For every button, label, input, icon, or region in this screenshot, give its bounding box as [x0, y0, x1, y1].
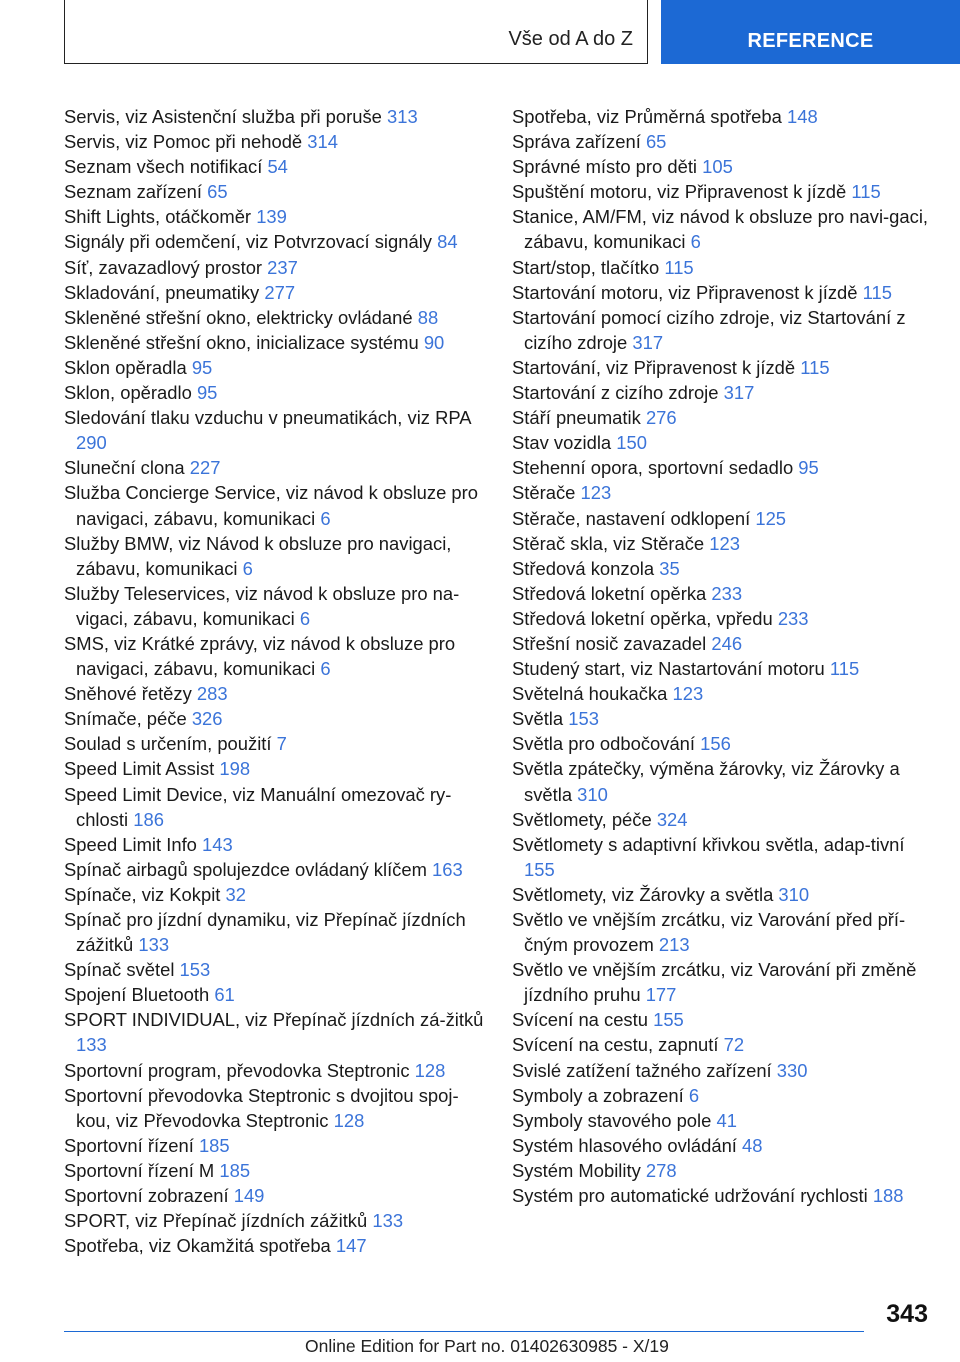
index-entry-text: Skladování, pneumatiky [64, 281, 260, 303]
page-reference-link[interactable]: 277 [264, 281, 296, 303]
index-entry [64, 1058, 484, 1083]
index-entry [64, 280, 484, 305]
index-entry [512, 1032, 932, 1057]
index-entry [64, 1208, 484, 1233]
index-entry-text: Soulad s určením, použití [64, 733, 272, 755]
index-entry [64, 957, 484, 982]
page-reference-link[interactable]: 227 [189, 457, 221, 479]
page-reference-link[interactable]: 155 [524, 858, 555, 880]
index-entry [64, 154, 484, 179]
index-entry [512, 430, 932, 455]
page-reference-link[interactable]: 115 [829, 658, 860, 680]
index-entry [64, 1083, 484, 1133]
header-box [64, 0, 648, 64]
index-entry [512, 1007, 932, 1032]
index-entry-text: Startování pomocí cizího zdroje, viz Startování z cizího zdroje [512, 306, 906, 353]
page-reference-link[interactable]: 65 [207, 181, 228, 203]
index-entry-text: Symboly stavového pole [512, 1109, 712, 1131]
index-entry-text: Systém pro automatické udržování rychlosti [512, 1185, 868, 1207]
index-entry-text: SPORT INDIVIDUAL, viz Přepínač jízdních zá‐žitků [64, 1009, 484, 1031]
index-entry-text: Startování z cizího zdroje [512, 382, 719, 404]
page-reference-link[interactable]: 324 [656, 808, 688, 830]
page-reference-link[interactable]: 6 [299, 607, 311, 629]
page-reference-link[interactable]: 7 [276, 733, 287, 755]
index-entry-text: SMS, viz Krátké zprávy, viz návod k obsluze pro navigaci, zábavu, komunikaci [64, 632, 456, 680]
page-reference-link[interactable]: 310 [577, 783, 608, 805]
page-reference-link[interactable]: 139 [256, 206, 287, 228]
index-entry-text: Spínače, viz Kokpit [64, 883, 221, 905]
index-entry [512, 405, 932, 430]
page-reference-link[interactable]: 90 [423, 331, 445, 353]
index-entry [64, 1158, 484, 1183]
index-entry [64, 204, 484, 229]
index-entry-text: Spuštění motoru, viz Připravenost k jízdě [512, 181, 847, 203]
page-reference-link[interactable]: 35 [659, 557, 680, 579]
index-entry [64, 355, 484, 380]
index-entry-text: Speed Limit Info [64, 833, 197, 855]
index-entry [512, 706, 932, 731]
index-entry [512, 255, 932, 280]
index-entry-text: Sněhové řetězy [64, 683, 192, 705]
index-entry-text: Servis, viz Pomoc při nehodě [64, 131, 303, 153]
index-entry-text: Stehenní opora, sportovní sedadlo [512, 457, 794, 479]
reference-tab-label: REFERENCE [747, 30, 874, 52]
page-reference-link[interactable]: 6 [242, 557, 253, 579]
page-reference-link[interactable]: 88 [417, 306, 439, 328]
page-reference-link[interactable]: 133 [76, 1034, 107, 1056]
page-reference-link[interactable]: 65 [645, 131, 667, 153]
index-entry [512, 656, 932, 681]
index-entry-text: Sportovní zobrazení [64, 1185, 229, 1207]
index-entry [64, 129, 484, 154]
page-reference-link[interactable]: 246 [711, 632, 743, 654]
index-entry [64, 330, 484, 355]
page-reference-link[interactable]: 123 [580, 482, 612, 504]
page-reference-link[interactable]: 6 [320, 658, 331, 680]
page-reference-link[interactable]: 148 [787, 106, 818, 127]
index-entry [64, 1133, 484, 1158]
page-reference-link[interactable]: 233 [711, 582, 743, 604]
index-entry-text: Středová loketní opěrka [512, 582, 707, 604]
index-entry-text: Spotřeba, viz Okamžitá spotřeba [64, 1235, 331, 1257]
index-entry [64, 681, 484, 706]
index-entry [64, 1007, 484, 1057]
index-entry-text: Sklon opěradla [64, 356, 187, 378]
index-entry [512, 104, 932, 129]
index-entry-text: Služba Concierge Service, viz návod k obsluze pro navigaci, zábavu, komunikaci [64, 482, 479, 529]
index-entry [512, 1158, 932, 1183]
index-entry [64, 631, 484, 681]
page-reference-link[interactable]: 177 [645, 984, 677, 1006]
index-entry [512, 807, 932, 832]
page-reference-link[interactable]: 310 [778, 883, 810, 905]
index-entry-text: Skleněné střešní okno, elektricky ovládané [64, 306, 413, 328]
index-entry-text: Spotřeba, viz Průměrná spotřeba [512, 106, 782, 127]
page-reference-link[interactable]: 213 [658, 934, 690, 956]
index-entry-text: Střešní nosič zavazadel [512, 632, 707, 654]
index-entry-text: Sportovní převodovka Steptronic s dvojitou spoj‐kou, viz Převodovka Steptronic [64, 1084, 459, 1131]
index-entry-text: Správné místo pro děti [512, 156, 698, 178]
index-entry-text: Světlomety s adaptivní křivkou světla, adap‐tivní [512, 833, 905, 855]
page-reference-link[interactable]: 278 [645, 1159, 677, 1181]
index-entry-text: Světlo ve vnějším zrcátku, viz Varování při změně jízdního pruhu [512, 959, 917, 1006]
page-reference-link[interactable]: 95 [196, 382, 218, 404]
index-entry-text: Středová konzola [512, 557, 655, 579]
index-entry-text: Sportovní řízení M [64, 1159, 215, 1181]
index-entry-text: Středová loketní opěrka, vpředu [512, 607, 773, 629]
index-entry [512, 832, 932, 882]
index-entry [512, 154, 932, 179]
index-entry [512, 1083, 932, 1108]
index-entry [64, 581, 484, 631]
page-reference-link[interactable]: 115 [862, 281, 892, 303]
index-entry [64, 455, 484, 480]
index-entry [64, 104, 484, 129]
index-entry [512, 731, 932, 756]
index-entry-text: Spojení Bluetooth [64, 984, 210, 1006]
page-reference-link[interactable]: 153 [179, 959, 211, 981]
index-entry [512, 882, 932, 907]
page-reference-link[interactable]: 149 [233, 1185, 265, 1207]
index-entry [64, 380, 484, 405]
index-entry [512, 1183, 932, 1208]
index-entry-text: Stanice, AM/FM, viz návod k obsluze pro navi‐gaci, zábavu, komunikaci [512, 206, 929, 253]
page-reference-link[interactable]: 185 [219, 1159, 251, 1181]
index-entry-text: SPORT, viz Přepínač jízdních zážitků [64, 1210, 368, 1232]
index-entry-text: Svislé zatížení tažného zařízení [512, 1059, 772, 1081]
index-entry [64, 706, 484, 731]
page-reference-link[interactable]: 317 [723, 382, 755, 404]
page-reference-link[interactable]: 186 [133, 808, 164, 830]
index-entry-text: Snímače, péče [64, 708, 187, 730]
page-reference-link[interactable]: 233 [777, 607, 809, 629]
index-entry-text: Speed Limit Device, viz Manuální omezovač ry‐chlosti [64, 783, 452, 830]
index-entry [512, 380, 932, 405]
index-entry [64, 731, 484, 756]
index-entry [512, 305, 932, 355]
index-entry [64, 782, 484, 832]
page-reference-link[interactable]: 163 [432, 858, 463, 880]
index-entry-text: Stěrač skla, viz Stěrače [512, 532, 705, 554]
index-entry-text: Spínač světel [64, 959, 175, 981]
page-reference-link[interactable]: 143 [202, 833, 233, 855]
index-entry-text: Světelná houkačka [512, 683, 668, 705]
page-number: 343 [886, 1300, 928, 1328]
page-reference-link[interactable]: 84 [437, 231, 458, 253]
page-reference-link[interactable]: 185 [198, 1134, 230, 1156]
page-reference-link[interactable]: 48 [742, 1134, 763, 1156]
index-entry-text: Služby BMW, viz Návod k obsluze pro navigaci, zábavu, komunikaci [64, 532, 452, 579]
page-reference-link[interactable]: 123 [672, 683, 704, 705]
index-entry-text: Svícení na cestu [512, 1009, 648, 1031]
page-reference-link[interactable]: 133 [138, 934, 170, 956]
index-entry-text: Spínač pro jízdní dynamiku, viz Přepínač jízdních zážitků [64, 909, 466, 956]
page-reference-link[interactable]: 54 [267, 156, 288, 178]
page-reference-link[interactable]: 326 [191, 708, 223, 730]
index-entry-text: Systém Mobility [512, 1159, 641, 1181]
page-reference-link[interactable]: 6 [320, 507, 331, 529]
page-reference-link[interactable]: 153 [568, 708, 599, 730]
footer-rule [64, 1331, 864, 1332]
index-entry-text: Služby Teleservices, viz návod k obsluze pro na‐vigaci, zábavu, komunikaci [64, 582, 460, 629]
index-entry-text: Startování, viz Připravenost k jízdě [512, 356, 796, 378]
index-entry-text: Servis, viz Asistenční služba při poruše [64, 106, 382, 127]
page-reference-link[interactable]: 330 [776, 1059, 808, 1081]
page-reference-link[interactable]: 317 [632, 331, 664, 353]
index-entry [512, 129, 932, 154]
index-entry [64, 882, 484, 907]
page-reference-link[interactable]: 95 [798, 457, 819, 479]
page-reference-link[interactable]: 156 [700, 733, 731, 755]
page-reference-link[interactable]: 150 [616, 432, 647, 454]
index-entry-text: Systém hlasového ovládání [512, 1134, 737, 1156]
index-entry [64, 229, 484, 254]
index-entry-text: Síť, zavazadlový prostor [64, 256, 263, 278]
index-entry [64, 305, 484, 330]
index-entry-text: Seznam všech notifikací [64, 156, 263, 178]
index-entry [64, 179, 484, 204]
page-reference-link[interactable]: 61 [214, 984, 235, 1006]
index-entry [512, 1108, 932, 1133]
page-reference-link[interactable]: 290 [76, 432, 107, 454]
index-entry-text: Skleněné střešní okno, inicializace systému [64, 331, 419, 353]
index-entry-text: Stav vozidla [512, 432, 612, 454]
page-reference-link[interactable]: 6 [688, 1084, 700, 1106]
index-entry-text: Seznam zařízení [64, 181, 202, 203]
index-entry-text: Sportovní řízení [64, 1134, 194, 1156]
page-reference-link[interactable]: 95 [191, 356, 213, 378]
page-reference-link[interactable]: 128 [333, 1109, 365, 1131]
page-reference-link[interactable]: 313 [387, 106, 418, 127]
index-entry [512, 1058, 932, 1083]
index-entry [512, 179, 932, 204]
index-entry-text: Světla [512, 708, 564, 730]
page-reference-link[interactable]: 314 [307, 131, 338, 153]
page-reference-link[interactable]: 188 [872, 1185, 904, 1207]
page-reference-link[interactable]: 237 [267, 256, 298, 278]
page-reference-link[interactable]: 125 [755, 507, 787, 529]
index-entry-text: Sledování tlaku vzduchu v pneumatikách, viz RPA [64, 407, 471, 429]
index-entry [512, 581, 932, 606]
index-entry-text: Stěrače, nastavení odklopení [512, 507, 751, 529]
index-entry-text: Světla zpátečky, výměna žárovky, viz Žárovky a světla [512, 758, 900, 805]
reference-tab[interactable] [661, 0, 960, 64]
index-entry [512, 756, 932, 806]
index-entry [512, 455, 932, 480]
page-reference-link[interactable]: 115 [800, 356, 830, 378]
index-entry [64, 982, 484, 1007]
index-entry-text: Sklon, opěradlo [64, 382, 192, 404]
index-entry [64, 1233, 484, 1258]
index-entry [512, 681, 932, 706]
footer-text: Online Edition for Part no. 01402630985 - X/19 [305, 1336, 669, 1356]
index-entry [64, 907, 484, 957]
index-entry [512, 280, 932, 305]
index-entry [64, 756, 484, 781]
page-reference-link[interactable]: 72 [723, 1034, 745, 1056]
index-entry [64, 255, 484, 280]
page-reference-link[interactable]: 133 [372, 1210, 404, 1232]
index-entry-text: Stěrače [512, 482, 576, 504]
index-entry [512, 606, 932, 631]
index-entry [512, 531, 932, 556]
page-reference-link[interactable]: 123 [709, 532, 740, 554]
section-title: Vše od A do Z [508, 28, 633, 50]
page-reference-link[interactable]: 155 [653, 1009, 684, 1031]
index-entry-text: Spínač airbagů spolujezdce ovládaný klíčem [64, 858, 427, 880]
page-reference-link[interactable]: 105 [702, 156, 733, 178]
index-entry-text: Sportovní program, převodovka Steptronic [64, 1059, 410, 1081]
index-entry [512, 355, 932, 380]
index-entry [64, 857, 484, 882]
index-entry-text: Signály při odemčení, viz Potvrzovací signály [64, 231, 432, 253]
index-entry [512, 1133, 932, 1158]
index-column-left [64, 104, 484, 1258]
page-reference-link[interactable]: 6 [690, 231, 701, 253]
index-entry [512, 556, 932, 581]
index-entry-text: Stáří pneumatik [512, 407, 641, 429]
index-entry [512, 907, 932, 957]
index-entry-text: Shift Lights, otáčkoměr [64, 206, 252, 228]
page-reference-link[interactable]: 198 [219, 758, 251, 780]
index-entry-text: Sluneční clona [64, 457, 185, 479]
index-entry-text: Speed Limit Assist [64, 758, 215, 780]
index-entry-text: Startování motoru, viz Připravenost k jízdě [512, 281, 858, 303]
index-entry [64, 405, 484, 455]
index-entry-text: Světlo ve vnějším zrcátku, viz Varování před pří‐čným provozem [512, 909, 906, 956]
index-entry [512, 957, 932, 1007]
index-entry [512, 631, 932, 656]
index-entry-text: Studený start, viz Nastartování motoru [512, 658, 825, 680]
index-entry [512, 506, 932, 531]
index-entry-text: Světla pro odbočování [512, 733, 696, 755]
index-entry [64, 531, 484, 581]
index-entry [64, 832, 484, 857]
index-entry [64, 480, 484, 530]
page-reference-link[interactable]: 283 [196, 683, 228, 705]
index-entry-text: Světlomety, péče [512, 808, 652, 830]
page-reference-link[interactable]: 276 [645, 407, 677, 429]
page-reference-link[interactable]: 147 [335, 1235, 367, 1257]
page-reference-link[interactable]: 128 [414, 1059, 446, 1081]
index-entry-text: Symboly a zobrazení [512, 1084, 684, 1106]
page-reference-link[interactable]: 41 [716, 1109, 737, 1131]
page-reference-link[interactable]: 115 [851, 181, 881, 203]
index-column-right [512, 104, 932, 1208]
index-entry-text: Svícení na cestu, zapnutí [512, 1034, 719, 1056]
index-entry [512, 480, 932, 505]
index-entry-text: Světlomety, viz Žárovky a světla [512, 883, 774, 905]
index-entry-text: Start/stop, tlačítko [512, 256, 660, 278]
index-entry [64, 1183, 484, 1208]
index-entry-text: Správa zařízení [512, 131, 641, 153]
page-reference-link[interactable]: 115 [664, 256, 694, 278]
index-entry [512, 204, 932, 254]
page-reference-link[interactable]: 32 [225, 883, 246, 905]
